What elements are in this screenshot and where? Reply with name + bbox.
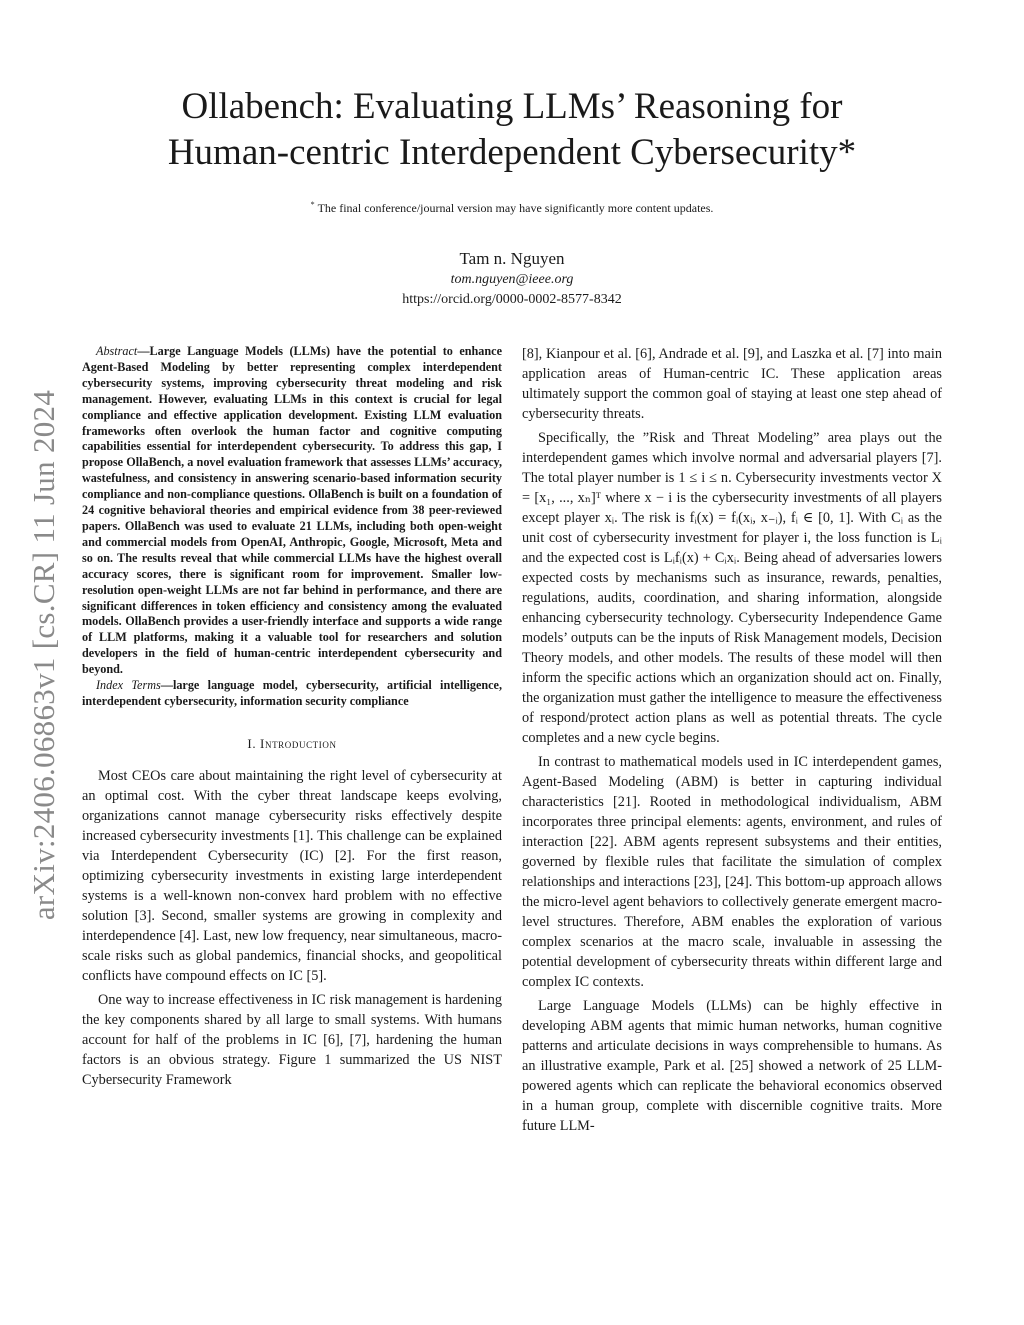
index-terms bbox=[82, 678, 502, 710]
body-paragraph: Specifically, the ”Risk and Threat Modeling” area plays out the interdependent games which involve normal and adversarial players [7]. The total player number is 1 ≤ i ≤ n. Cybersecurity investments vector X = [x₁, ..., xₙ]ᵀ where x − i is the cybersecurity investments of all players except player xᵢ. The risk is fᵢ(x) = fᵢ(xᵢ, x₋ᵢ), fᵢ ∈ [0, 1]. With Cᵢ as the unit cost of cybersecurity investment for player i, the loss function is Lᵢ and the expected cost is Lᵢfᵢ(x) + Cᵢxᵢ. Being ahead of adversaries lowers expected costs by mechanisms such as insurance, rewards, penalties, regulations, audits, coordination, and sharing information, alongside enhancing cybersecurity technology. Cybersecurity Independence Game models’ outputs can be the inputs of Risk Management models, Decision Theory models, and other models. The results of these model will then inform the specific actions which an organization should act on. Finally, the organization must gather the intelligence to measure the effectiveness of respond/protect action plans as well as potential threats. The cycle completes and a new cycle begins. bbox=[522, 430, 942, 746]
abstract-text: —Large Language Models (LLMs) have the potential to enhance Agent-Based Modeling by better representing complex interdependent cybersecurity systems, improving cybersecurity threat modeling and risk management. However, evaluating LLMs in this context is crucial for legal compliance and effective application development. Existing LLM evaluation frameworks often overlook the human factor and cognitive computing capabilities essential for interdependent cybersecurity. To address this gap, I propose OllaBench, a novel evaluation framework that assesses LLMs’ accuracy, wastefulness, and consistency in answering scenario-based information security compliance and non-compliance questions. OllaBench is built on a foundation of 24 cognitive behavioral theories and empirical evidence from 38 peer-reviewed papers. OllaBench was used to evaluate 21 LLMs, including both open-weight and commercial models from OpenAI, Anthropic, Google, Microsoft, Meta and so on. The results reveal that while commercial LLMs have the highest overall accuracy scores, there is significant room for improvement. Smaller low-resolution open-weight LLMs are not far behind in performance, and there are significant differences in token efficiency and consistency among the evaluated models. OllaBench provides a user-friendly interface and supports a wide range of LLM platforms, making it a valuable tool for researchers and solution developers in the field of human-centric interdependent cybersecurity and beyond. bbox=[82, 344, 502, 677]
body-paragraph: Large Language Models (LLMs) can be highly effective in developing ABM agents that mimic human networks, human cognitive patterns and articulate decisions in ways comprehensible to humans. As an illustrative example, Park et al. [25] showed a network of 25 LLM-powered agents which can replicate the behavioral economics observed in a human group, complete with discernible cognitive traits. More future LLM- bbox=[522, 998, 942, 1134]
left-column bbox=[82, 344, 502, 1090]
section-heading-introduction: I. Introduction bbox=[247, 735, 337, 751]
body-paragraph: Most CEOs care about maintaining the right level of cybersecurity at an optimal cost. With the cyber threat landscape keeps evolving, organizations cannot manage cybersecurity risks effectively despite increased cybersecurity investments [1]. This challenge can be explained via Interdependent Cybersecurity (IC) [2]. For the first reason, optimizing cybersecurity investments in existing large interdependent systems is a well-known non-convex hard problem with no effective solution [3]. Second, smaller systems are growing in complexity and interdependence [4]. Last, new low frequency, near simultaneous, macro-scale risks such as global pandemics, financial shocks, and geopolitical conflicts have compound effects on IC [5]. bbox=[82, 767, 502, 984]
arxiv-identifier bbox=[24, 360, 64, 950]
abstract bbox=[82, 344, 502, 678]
arxiv-identifier-text: arXiv:2406.06863v1 [cs.CR] 11 Jun 2024 bbox=[26, 389, 61, 921]
title-footnote bbox=[0, 200, 1024, 216]
body-paragraph: In contrast to mathematical models used in IC interdependent games, Agent-Based Modeling (ABM) is better in capturing individual characteristics [21]. Rooted in methodological individualism, ABM incorporates three principal elements: agents, environment, and rules of interaction [22]. ABM agents represent subsystems and their entities, governed by flexible rules that facilitate the simulation of complex relationships and interactions [23], [24]. This bottom-up approach allows the micro-level agent behaviors to collectively generate emergent macro-level structures. Therefore, ABM enables the exploration of various complex scenarios at the macro scale, invaluable in assessing the potential development of cybersecurity threats within different large and complex IC contexts. bbox=[522, 754, 942, 990]
author-block bbox=[0, 248, 1024, 310]
footnote-mark: * bbox=[310, 200, 315, 209]
index-terms-text: —large language model, cybersecurity, artificial intelligence, interdependent cybersecurity, information security compliance bbox=[82, 678, 502, 708]
abstract-paragraph bbox=[82, 344, 502, 678]
paper-title bbox=[0, 84, 1024, 176]
footnote-text: The final conference/journal version may have significantly more content updates. bbox=[317, 201, 714, 215]
body-paragraph: One way to increase effectiveness in IC risk management is hardening the key components shared by all large to small systems. With humans account for half of the problems in IC [6], [7], hardening the human factors is an obvious strategy. Figure 1 summarized the US NIST Cybersecurity Framework bbox=[82, 991, 502, 1088]
paper-title-line-1: Ollabench: Evaluating LLMs’ Reasoning for bbox=[181, 86, 843, 127]
paper-title-line-2: Human-centric Interdependent Cybersecurity* bbox=[167, 132, 857, 173]
author-email: tom.nguyen@ieee.org bbox=[450, 272, 574, 287]
right-column bbox=[522, 344, 942, 1136]
index-terms-label: Index Terms bbox=[96, 678, 161, 693]
body-paragraph: [8], Kianpour et al. [6], Andrade et al. [9], and Laszka et al. [7] into main application areas of Human-centric IC. These application areas ultimately support the common goal of staying at least one step ahead of cybersecurity threats. bbox=[522, 346, 942, 422]
author-orcid: https://orcid.org/0000-0002-8577-8342 bbox=[402, 292, 622, 307]
author-name: Tam n. Nguyen bbox=[459, 249, 565, 268]
abstract-label: Abstract bbox=[96, 344, 138, 358]
